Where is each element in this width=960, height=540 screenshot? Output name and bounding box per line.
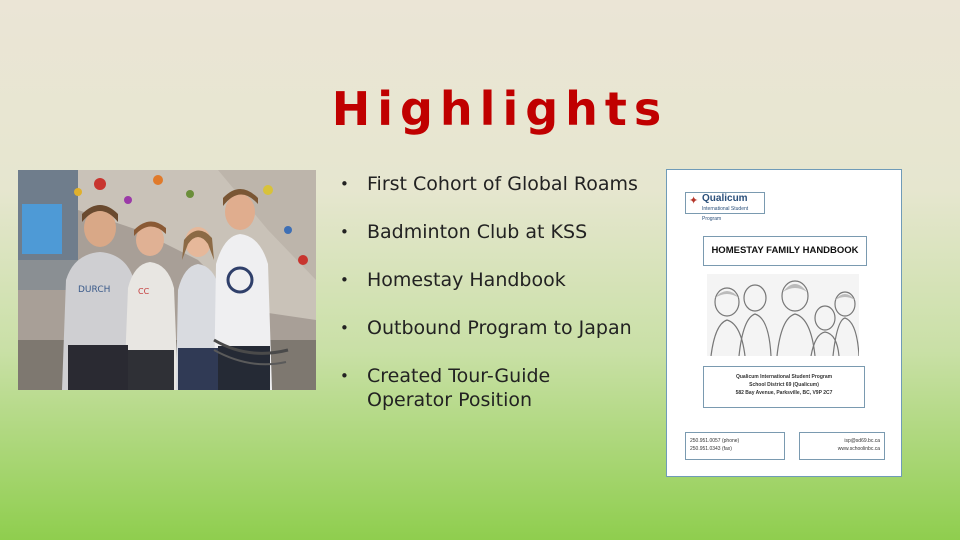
website-url: www.schoolinbc.ca [837, 446, 880, 452]
list-item-text: First Cohort of Global Roams [367, 173, 638, 195]
bullet-icon: • [340, 319, 349, 337]
list-item [340, 268, 640, 292]
qualicum-logo [685, 192, 765, 222]
photo-illustration [18, 170, 316, 390]
email-address: isp@sd69.bc.ca [844, 438, 880, 444]
svg-text:DURCH: DURCH [78, 285, 111, 295]
address-box [703, 366, 865, 408]
bullet-icon: • [340, 175, 349, 193]
address-line: Qualicum International Student Program [735, 374, 833, 380]
phone-number: 250.951.0057 (phone) [690, 438, 740, 444]
slide-title: Highlights [331, 82, 669, 136]
svg-text:CC: CC [138, 287, 150, 296]
climbing-group-photo [18, 170, 316, 390]
list-item [340, 364, 640, 412]
handbook-title: HOMESTAY FAMILY HANDBOOK [703, 236, 867, 266]
logo-brand: Qualicum [702, 193, 748, 204]
maple-leaf-icon: ✦ [689, 195, 699, 207]
bullet-icon: • [340, 367, 349, 385]
email-web-box [799, 432, 885, 460]
list-item-text: Outbound Program to Japan [367, 317, 632, 339]
list-item [340, 172, 640, 196]
fax-number: 250.951.0343 (fax) [690, 446, 732, 452]
phone-fax-box [685, 432, 785, 460]
logo-subtitle: International Student Program [702, 206, 749, 222]
bullet-icon: • [340, 223, 349, 241]
address-line: School District 69 (Qualicum) [749, 382, 819, 388]
address-line: 582 Bay Avenue, Parksville, BC, V9P 2C7 [735, 390, 833, 396]
bullet-icon: • [340, 271, 349, 289]
list-item [340, 220, 640, 244]
list-item-text: Badminton Club at KSS [367, 221, 588, 243]
list-item-text: Homestay Handbook [367, 269, 566, 291]
family-sketch-image [707, 274, 859, 356]
homestay-handbook-cover [666, 169, 902, 477]
list-item [340, 316, 640, 340]
list-item-text: Created Tour-Guide Operator Position [367, 365, 551, 411]
highlights-list [340, 172, 640, 436]
